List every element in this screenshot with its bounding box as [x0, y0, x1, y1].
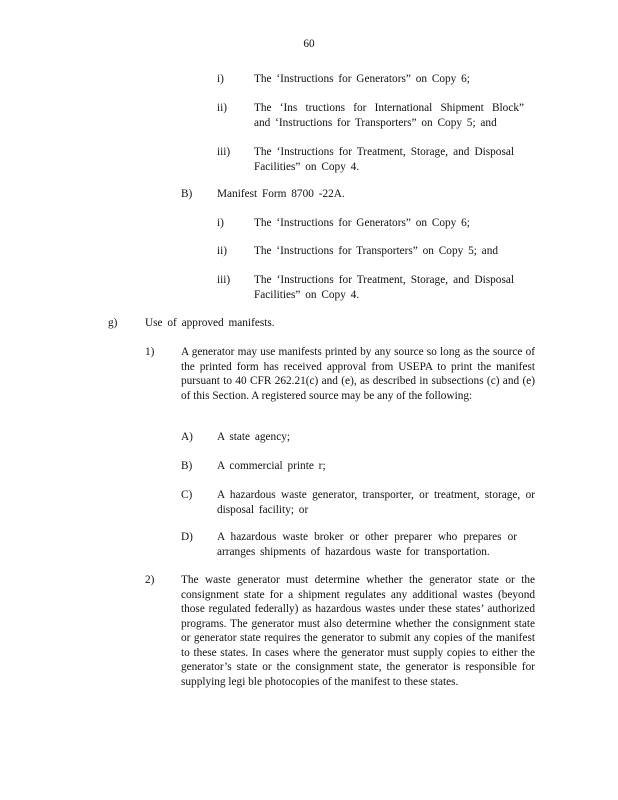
paragraph-label: 1) — [145, 346, 155, 358]
list-item-label: iii) — [217, 274, 231, 286]
list-item-text: The ‘Instructions for Treatment, Storage, and Disposal Facilities” on Copy 4. — [254, 274, 514, 301]
list-item-text: The ‘Instructions for Transporters” on Copy 5; and — [254, 245, 498, 257]
list-item-text: The ‘Ins tructions for International Shipment Block” and ‘Instructions for Transporters” on Copy 5; and — [254, 102, 524, 129]
list-item-label: i) — [217, 73, 224, 85]
page-number: 60 — [303, 38, 315, 50]
list-item-label: i) — [217, 217, 224, 229]
list-item-label: B) — [181, 460, 193, 472]
section-text: Use of approved manifests. — [145, 317, 275, 329]
list-item-text: The ‘Instructions for Treatment, Storage, and Disposal Facilities” on Copy 4. — [254, 146, 514, 173]
list-item-text: A state agency; — [217, 431, 291, 443]
list-item-text: A hazardous waste broker or other preparer who prepares or arranges shipments of hazardous waste for transportation. — [217, 531, 517, 558]
list-item-label: iii) — [217, 146, 231, 158]
list-item-label: ii) — [217, 102, 228, 114]
paragraph-text: The waste generator must determine whether the generator state or the consignment state for a shipment regulates any additional wastes (beyond those regulated federally) as hazardous wastes under these states’ authorized programs. The generator must also determine whether the consignment state or generator state requires the generator to submit any copies of the manifest to these states. In cases where the generator must supply copies to either the generator’s state or the consignment state, the generator is responsible for supplying legi ble photocopies of the manifest to these states. — [181, 574, 535, 688]
list-item-label: C) — [181, 489, 193, 501]
list-item-text: A commercial printe r; — [217, 460, 326, 472]
section-label: B) — [181, 188, 193, 200]
list-item-label: ii) — [217, 245, 228, 257]
list-item-label: A) — [181, 431, 193, 443]
list-item-label: D) — [181, 531, 193, 543]
list-item-text: The ‘Instructions for Generators” on Copy 6; — [254, 73, 470, 85]
paragraph-text: A generator may use manifests printed by any source so long as the source of the printed form has received approval from USEPA to print the manifest pursuant to 40 CFR 262.21(c) and (e), as described in subsections (c) and (e) of this Section. A registered source may be any of the following: — [181, 346, 535, 402]
section-text: Manifest Form 8700 -22A. — [217, 188, 345, 200]
list-item-text: The ‘Instructions for Generators” on Copy 6; — [254, 217, 470, 229]
section-label: g) — [108, 317, 118, 329]
list-item-text: A hazardous waste generator, transporter, or treatment, storage, or disposal facility; or — [217, 489, 535, 516]
paragraph-label: 2) — [145, 574, 155, 586]
